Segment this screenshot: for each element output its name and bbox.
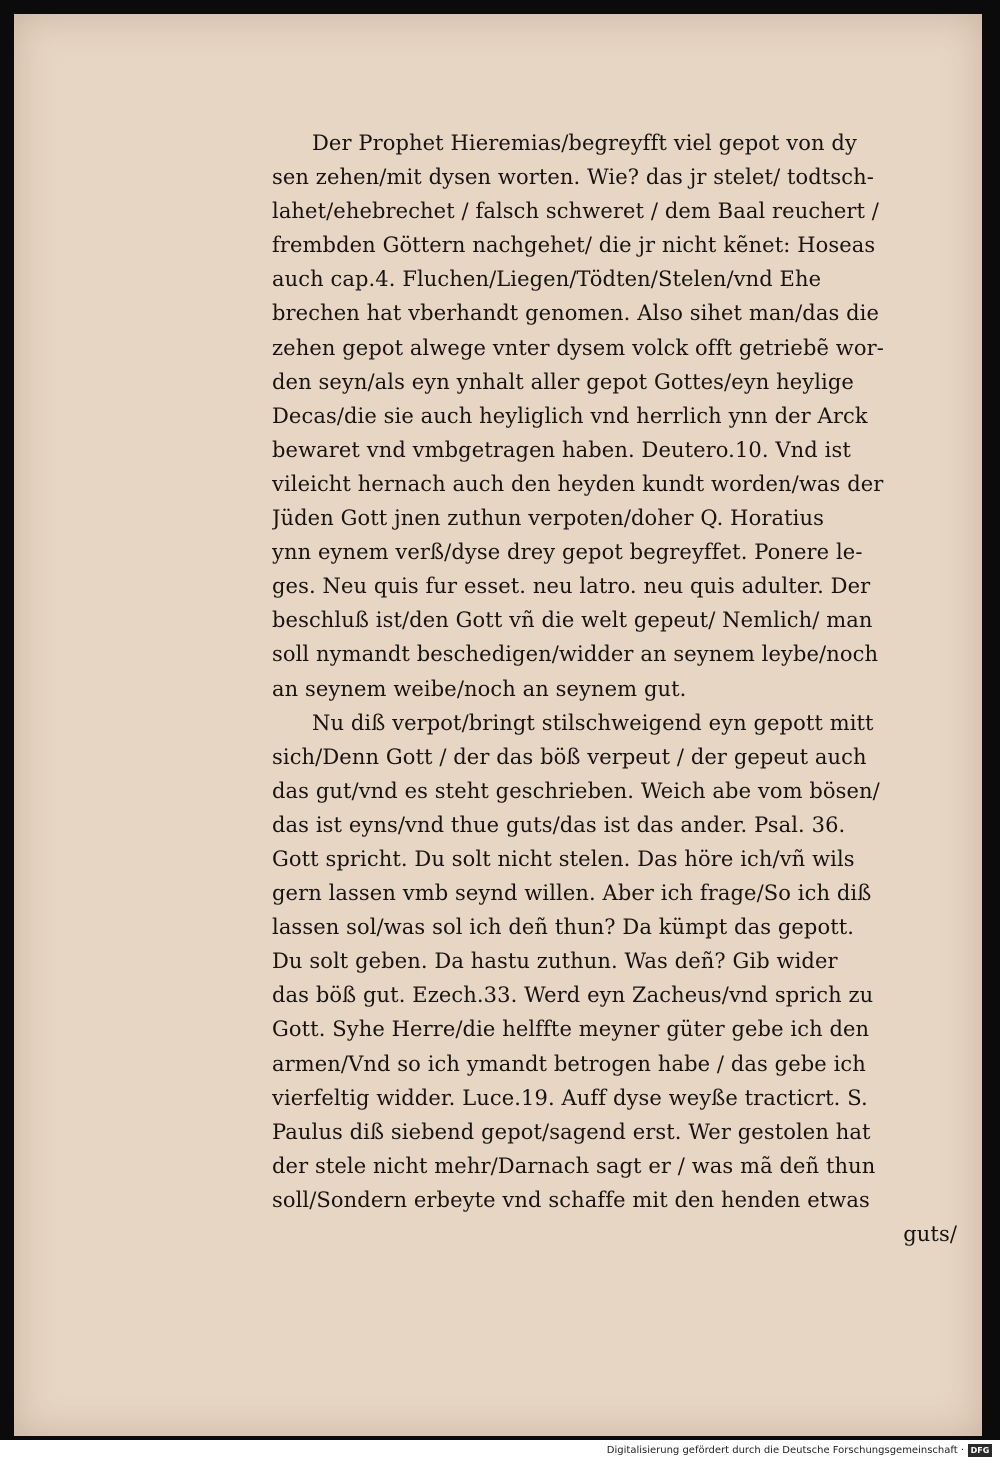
text-line: ynn eynem verß/dyse drey gepot begreyffet. Ponere le- xyxy=(272,540,863,565)
text-line: zehen gepot alwege vnter dysem volck offt getriebẽ wor- xyxy=(272,335,884,360)
text-line: Gott spricht. Du solt nicht stelen. Das höre ich/vñ wils xyxy=(272,846,855,871)
text-line: lassen sol/was sol ich deñ thun? Da kümpt das gepott. xyxy=(272,915,855,940)
footer-bar xyxy=(0,1440,1000,1461)
text-line: lahet/ehebrechet / falsch schweret / dem Baal reuchert / xyxy=(272,199,879,224)
text-line: das böß gut. Ezech.33. Werd eyn Zacheus/vnd sprich zu xyxy=(272,983,874,1008)
text-line: armen/Vnd so ich ymandt betrogen habe / das gebe ich xyxy=(272,1051,866,1076)
text-line: frembden Göttern nachgehet/ die jr nicht kẽnet: Hoseas xyxy=(272,233,876,258)
funding-credit: Digitalisierung gefördert durch die Deutsche Forschungsgemeinschaft · xyxy=(606,1445,964,1456)
text-line: Nu diß verpot/bringt stilschweigend eyn gepott mitt xyxy=(312,710,874,735)
text-line: soll nymandt beschedigen/widder an seynem leybe/noch xyxy=(272,642,879,667)
text-line: soll/Sondern erbeyte vnd schaffe mit den henden etwas xyxy=(272,1187,870,1212)
catchword: guts/ xyxy=(903,1222,957,1246)
text-block xyxy=(272,126,957,1251)
text-line: sich/Denn Gott / der das böß verpeut / der gepeut auch xyxy=(272,744,867,769)
text-line: ges. Neu quis fur esset. neu latro. neu quis adulter. Der xyxy=(272,574,871,599)
text-line: Gott. Syhe Herre/die helffte meyner güter gebe ich den xyxy=(272,1017,870,1042)
text-line: beschluß ist/den Gott vñ die welt gepeut/ Nemlich/ man xyxy=(272,608,873,633)
text-line: das ist eyns/vnd thue guts/das ist das ander. Psal. 36. xyxy=(272,812,846,837)
text-line: Decas/die sie auch heyliglich vnd herrlich ynn der Arck xyxy=(272,403,868,428)
text-line: vileicht hernach auch den heyden kundt worden/was der xyxy=(272,471,884,496)
text-line: Der Prophet Hieremias/begreyfft viel gepot von dy xyxy=(312,131,857,155)
text-line: Paulus diß siebend gepot/sagend erst. Wer gestolen hat xyxy=(272,1119,871,1144)
text-line: sen zehen/mit dysen worten. Wie? das jr stelet/ todtsch- xyxy=(272,165,874,190)
text-line: der stele nicht mehr/Darnach sagt er / was mã deñ thun xyxy=(272,1153,876,1178)
text-line: vierfeltig widder. Luce.19. Auff dyse weyße tracticrt. S. xyxy=(272,1085,868,1110)
text-line: den seyn/als eyn ynhalt aller gepot Gottes/eyn heylige xyxy=(272,369,854,394)
text-line: Jüden Gott jnen zuthun verpoten/doher Q. Horatius xyxy=(272,506,824,531)
text-line: Du solt geben. Da hastu zuthun. Was deñ? Gib wider xyxy=(272,949,838,974)
text-line: gern lassen vmb seynd willen. Aber ich frage/So ich diß xyxy=(272,881,872,906)
dfg-logo: DFG xyxy=(968,1444,992,1457)
text-line: das gut/vnd es steht geschrieben. Weich abe vom bösen/ xyxy=(272,778,880,803)
text-line: brechen hat vberhandt genomen. Also sihet man/das die xyxy=(272,301,880,326)
text-line: bewaret vnd vmbgetragen haben. Deutero.10. Vnd ist xyxy=(272,437,851,462)
text-line: auch cap.4. Fluchen/Liegen/Tödten/Stelen/vnd Ehe xyxy=(272,267,822,292)
text-line: an seynem weibe/noch an seynem gut. xyxy=(272,676,687,701)
